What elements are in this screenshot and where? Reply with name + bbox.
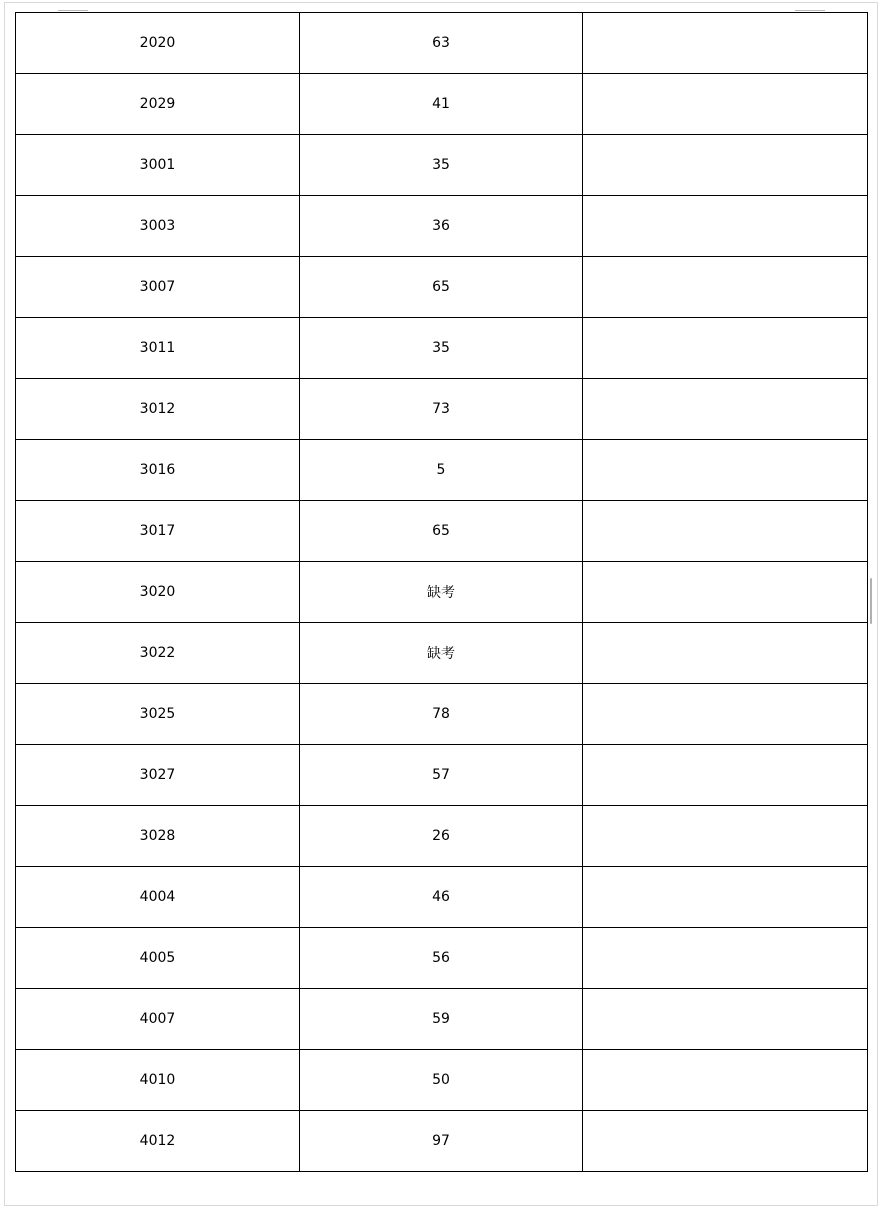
score-cell: 78 <box>300 684 583 745</box>
table-row <box>16 257 868 318</box>
score-cell: 65 <box>300 501 583 562</box>
note-cell <box>583 562 868 623</box>
id-cell: 3025 <box>16 684 300 745</box>
id-cell: 3012 <box>16 379 300 440</box>
score-cell: 5 <box>300 440 583 501</box>
table-row <box>16 501 868 562</box>
score-cell: 41 <box>300 74 583 135</box>
score-cell: 26 <box>300 806 583 867</box>
note-cell <box>583 1050 868 1111</box>
table-row <box>16 989 868 1050</box>
table-row <box>16 806 868 867</box>
score-cell: 缺考 <box>300 562 583 623</box>
score-cell: 57 <box>300 745 583 806</box>
table-row <box>16 440 868 501</box>
note-cell <box>583 196 868 257</box>
table-row <box>16 379 868 440</box>
score-cell: 97 <box>300 1111 583 1172</box>
id-cell: 3016 <box>16 440 300 501</box>
score-cell: 50 <box>300 1050 583 1111</box>
table-body <box>16 13 868 1172</box>
score-cell: 65 <box>300 257 583 318</box>
table-row <box>16 1050 868 1111</box>
id-cell: 3007 <box>16 257 300 318</box>
id-cell: 3011 <box>16 318 300 379</box>
table-row <box>16 928 868 989</box>
table-row <box>16 13 868 74</box>
id-cell: 3017 <box>16 501 300 562</box>
id-cell: 4004 <box>16 867 300 928</box>
id-cell: 2029 <box>16 74 300 135</box>
table-row <box>16 318 868 379</box>
note-cell <box>583 318 868 379</box>
note-cell <box>583 806 868 867</box>
table-row <box>16 74 868 135</box>
table-row <box>16 745 868 806</box>
id-cell: 4012 <box>16 1111 300 1172</box>
table-row <box>16 623 868 684</box>
table-row <box>16 562 868 623</box>
table-row <box>16 684 868 745</box>
id-cell: 4010 <box>16 1050 300 1111</box>
note-cell <box>583 379 868 440</box>
score-cell: 56 <box>300 928 583 989</box>
note-cell <box>583 745 868 806</box>
note-cell <box>583 135 868 196</box>
note-cell <box>583 867 868 928</box>
score-cell: 46 <box>300 867 583 928</box>
score-cell: 35 <box>300 318 583 379</box>
note-cell <box>583 501 868 562</box>
id-cell: 3027 <box>16 745 300 806</box>
top-left-margin-mark <box>58 10 88 11</box>
id-cell: 3020 <box>16 562 300 623</box>
resize-handle[interactable] <box>870 578 872 624</box>
note-cell <box>583 928 868 989</box>
top-right-margin-mark <box>795 10 825 11</box>
score-cell: 59 <box>300 989 583 1050</box>
id-cell: 4007 <box>16 989 300 1050</box>
table-row <box>16 196 868 257</box>
score-cell: 36 <box>300 196 583 257</box>
table-row <box>16 1111 868 1172</box>
id-cell: 3003 <box>16 196 300 257</box>
score-cell: 35 <box>300 135 583 196</box>
table-row <box>16 867 868 928</box>
note-cell <box>583 1111 868 1172</box>
note-cell <box>583 623 868 684</box>
note-cell <box>583 440 868 501</box>
id-cell: 3028 <box>16 806 300 867</box>
score-table <box>15 12 868 1172</box>
note-cell <box>583 989 868 1050</box>
id-cell: 2020 <box>16 13 300 74</box>
note-cell <box>583 13 868 74</box>
table-row <box>16 135 868 196</box>
id-cell: 3022 <box>16 623 300 684</box>
score-cell: 缺考 <box>300 623 583 684</box>
score-cell: 73 <box>300 379 583 440</box>
note-cell <box>583 74 868 135</box>
note-cell <box>583 257 868 318</box>
id-cell: 3001 <box>16 135 300 196</box>
id-cell: 4005 <box>16 928 300 989</box>
note-cell <box>583 684 868 745</box>
score-cell: 63 <box>300 13 583 74</box>
